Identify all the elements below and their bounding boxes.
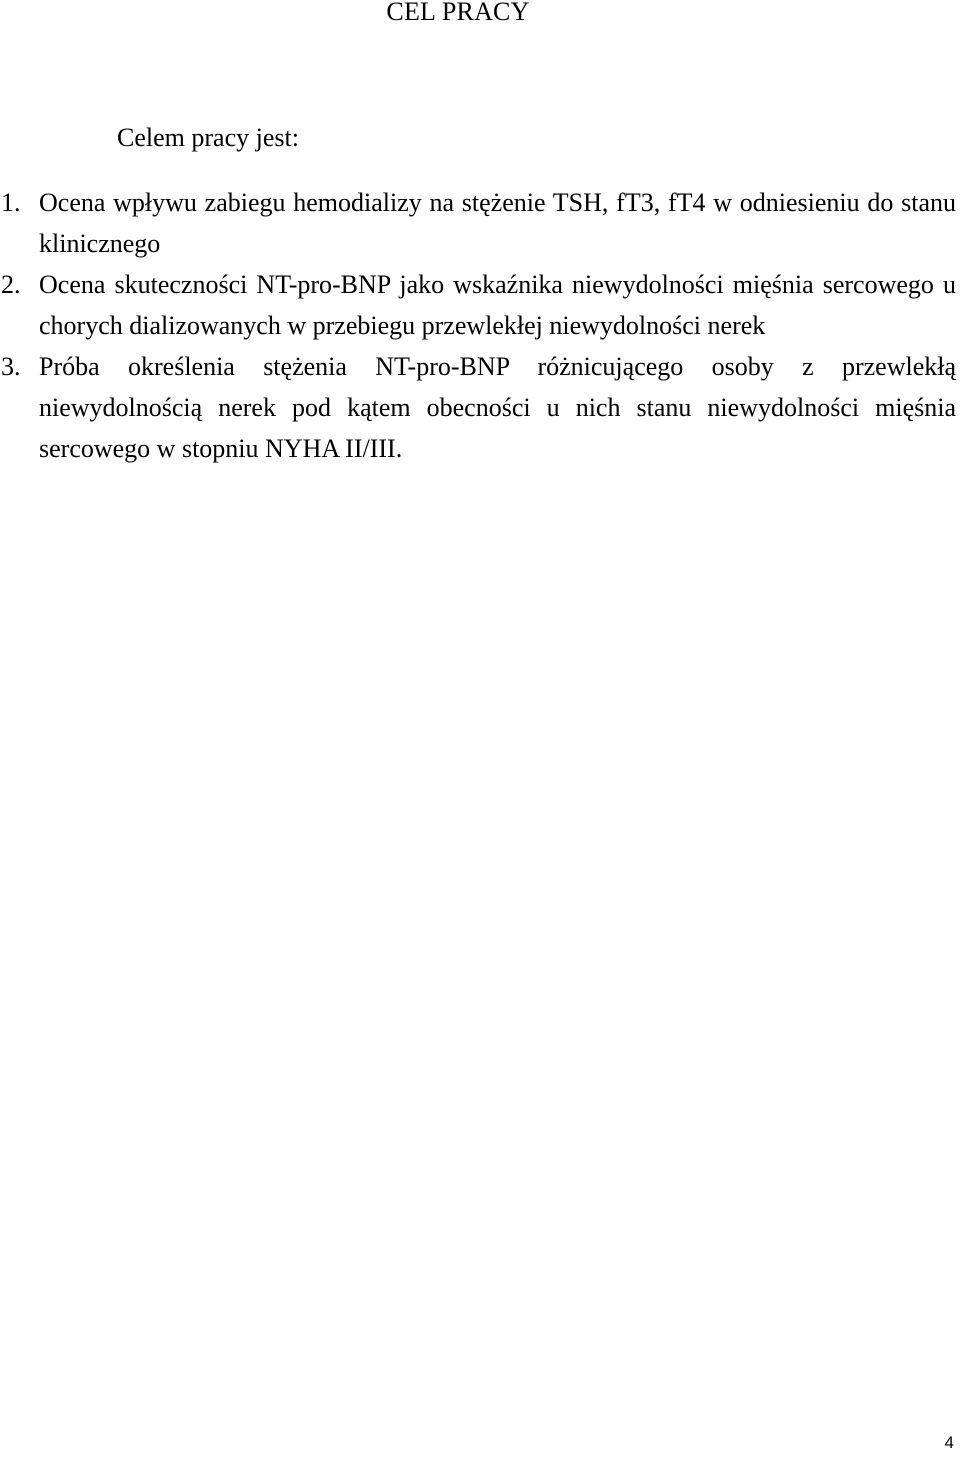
intro-text: Celem pracy jest: (117, 123, 299, 152)
list-item (0, 346, 960, 469)
page-number: 4 (944, 1433, 954, 1452)
list-item (0, 264, 960, 346)
list-item-text: Próba określenia stężenia NT-pro-BNP różnicującego osoby z przewlekłą niewydolnością nerek pod kątem obecności u nich stanu niewydolności mięśnia sercowego w stopniu NYHA II/III. (39, 352, 956, 463)
list-item-number: 3. (1, 352, 21, 381)
list-item (0, 182, 960, 264)
list-item-text: Ocena wpływu zabiegu hemodializy na stężenie TSH, fT3, fT4 w odniesieniu do stanu klinicznego (39, 188, 956, 258)
aims-list (0, 182, 960, 469)
list-item-number: 1. (1, 188, 21, 217)
page-title: CEL PRACY (386, 0, 530, 26)
list-item-text: Ocena skuteczności NT-pro-BNP jako wskaźnika niewydolności mięśnia sercowego u chorych dializowanych w przebiegu przewlekłej niewydolności nerek (39, 270, 956, 340)
list-item-number: 2. (1, 270, 21, 299)
